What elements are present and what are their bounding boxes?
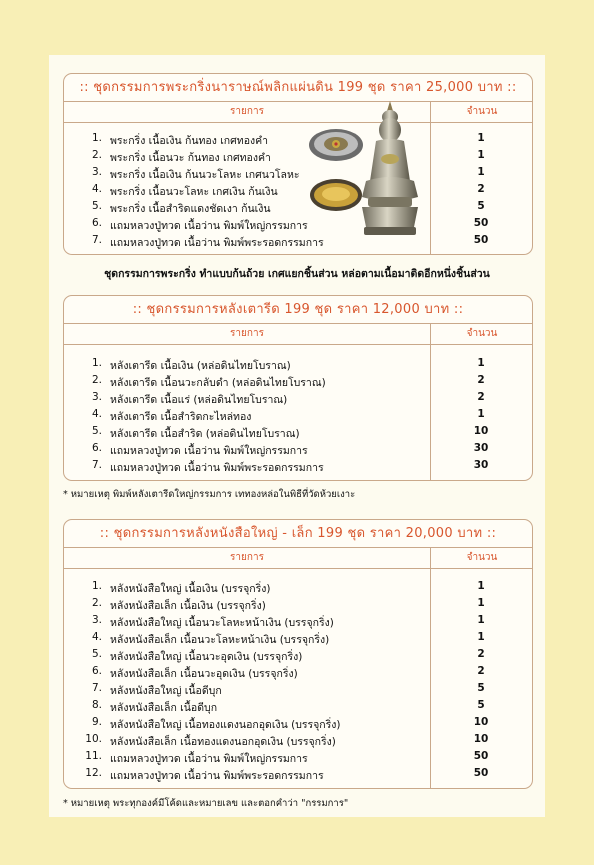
column-header-qty: จำนวน <box>430 324 533 344</box>
section-title: :: ชุดกรรมการพระกริ่งนาราษณ์พลิกแผ่นดิน 199 ชุด ราคา 25,000 บาท :: <box>64 74 532 102</box>
table-row: 6. แถมหลวงปู่ทวด เนื้อว่าน พิมพ์ใหญ่กรรมการ 50 <box>91 217 489 232</box>
table-row: 6. หลังหนังสือเล็ก เนื้อนวะอุดเงิน (บรรจุกริ่ง) 2 <box>91 665 485 680</box>
section-note: * หมายเหตุ พระทุกองค์มีโค้ดและหมายเลข และตอกคำว่า "กรรมการ" <box>63 798 349 809</box>
table-body <box>64 345 532 480</box>
table-row: 4. หลังหนังสือเล็ก เนื้อนวะโลหะหน้าเงิน (บรรจุกริ่ง) 1 <box>91 631 485 646</box>
table-row: 7. แถมหลวงปู่ทวด เนื้อว่าน พิมพ์พระรอดกรรมการ 50 <box>91 234 489 249</box>
table-row: 4. หลังเตารีด เนื้อสำริดกะไหล่ทอง 1 <box>91 408 485 423</box>
table-row: 2. พระกริ่ง เนื้อนวะ ก้นทอง เกศทองคำ 1 <box>91 149 485 164</box>
table-row: 6. แถมหลวงปู่ทวด เนื้อว่าน พิมพ์ใหญ่กรรมการ 30 <box>91 442 489 457</box>
table-row: 2. หลังหนังสือเล็ก เนื้อเงิน (บรรจุกริ่ง) 1 <box>91 597 485 612</box>
table-row: 4. พระกริ่ง เนื้อนวะโลหะ เกศเงิน ก้นเงิน 2 <box>91 183 485 198</box>
buddha-amulet-photo <box>354 97 426 252</box>
table-header <box>64 548 532 569</box>
table-row: 5. หลังเตารีด เนื้อสำริด (หล่อดินไทยโบราณ) 10 <box>91 425 489 440</box>
column-header-item: รายการ <box>230 552 264 563</box>
table-body <box>64 123 532 254</box>
table-row: 7. หลังหนังสือใหญ่ เนื้อดีบุก 5 <box>91 682 485 697</box>
column-header-qty: จำนวน <box>430 102 533 122</box>
table-row: 1. หลังเตารีด เนื้อเงิน (หล่อดินไทยโบราณ) 1 <box>91 357 485 372</box>
section-note: * หมายเหตุ พิมพ์หลังเตารีดใหญ่กรรมการ เททองหล่อในพิธีที่วัดห้วยเงาะ <box>63 489 356 500</box>
table-row: 12. แถมหลวงปู่ทวด เนื้อว่าน พิมพ์พระรอดกรรมการ 50 <box>85 767 489 782</box>
table-row: 11. แถมหลวงปู่ทวด เนื้อว่าน พิมพ์ใหญ่กรรมการ 50 <box>85 750 489 765</box>
table-row: 8. หลังหนังสือเล็ก เนื้อดีบุก 5 <box>91 699 485 714</box>
table-body <box>64 569 532 788</box>
column-header-qty: จำนวน <box>430 548 533 568</box>
section-lang-nang-sue <box>63 519 533 789</box>
table-row: 9. หลังหนังสือใหญ่ เนื้อทองแดงนอกอุดเงิน (บรรจุกริ่ง) 10 <box>91 716 489 731</box>
table-row: 3. หลังเตารีด เนื้อแร่ (หล่อดินไทยโบราณ) 2 <box>91 391 485 406</box>
table-row: 7. แถมหลวงปู่ทวด เนื้อว่าน พิมพ์พระรอดกรรมการ 30 <box>91 459 489 474</box>
table-row: 3. หลังหนังสือใหญ่ เนื้อนวะโลหะหน้าเงิน (บรรจุกริ่ง) 1 <box>91 614 485 629</box>
section-title: :: ชุดกรรมการหลังเตารีด 199 ชุด ราคา 12,000 บาท :: <box>64 296 532 324</box>
table-row: 5. พระกริ่ง เนื้อสำริดแดงชัดเงา ก้นเงิน 5 <box>91 200 485 215</box>
table-row: 10. หลังหนังสือเล็ก เนื้อทองแดงนอกอุดเงิน (บรรจุกริ่ง) 10 <box>85 733 489 748</box>
table-header <box>64 324 532 345</box>
price-sheet <box>49 55 545 817</box>
section-lang-tao-reed <box>63 295 533 481</box>
section-phra-kring <box>63 73 533 255</box>
table-row: 1. หลังหนังสือใหญ่ เนื้อเงิน (บรรจุกริ่ง) 1 <box>91 580 485 595</box>
table-header <box>64 102 532 123</box>
column-header-item: รายการ <box>230 328 264 339</box>
section-caption: ชุดกรรมการพระกริ่ง ทำแบบก้นถ้วย เกศแยกชิ้นส่วน หล่อตามเนื้อมาติดอีกหนึ่งชิ้นส่วน <box>104 268 490 280</box>
table-row: 5. หลังหนังสือใหญ่ เนื้อนวะอุดเงิน (บรรจุกริ่ง) 2 <box>91 648 485 663</box>
table-row: 1. พระกริ่ง เนื้อเงิน ก้นทอง เกศทองคำ 1 <box>91 132 485 147</box>
table-row: 2. หลังเตารีด เนื้อนวะกลับดำ (หล่อดินไทยโบราณ) 2 <box>91 374 485 389</box>
table-row: 3. พระกริ่ง เนื้อเงิน ก้นนวะโลหะ เกศนวโลหะ 1 <box>91 166 485 181</box>
section-title: :: ชุดกรรมการหลังหนังสือใหญ่ - เล็ก 199 ชุด ราคา 20,000 บาท :: <box>64 520 532 548</box>
column-header-item: รายการ <box>230 106 264 117</box>
